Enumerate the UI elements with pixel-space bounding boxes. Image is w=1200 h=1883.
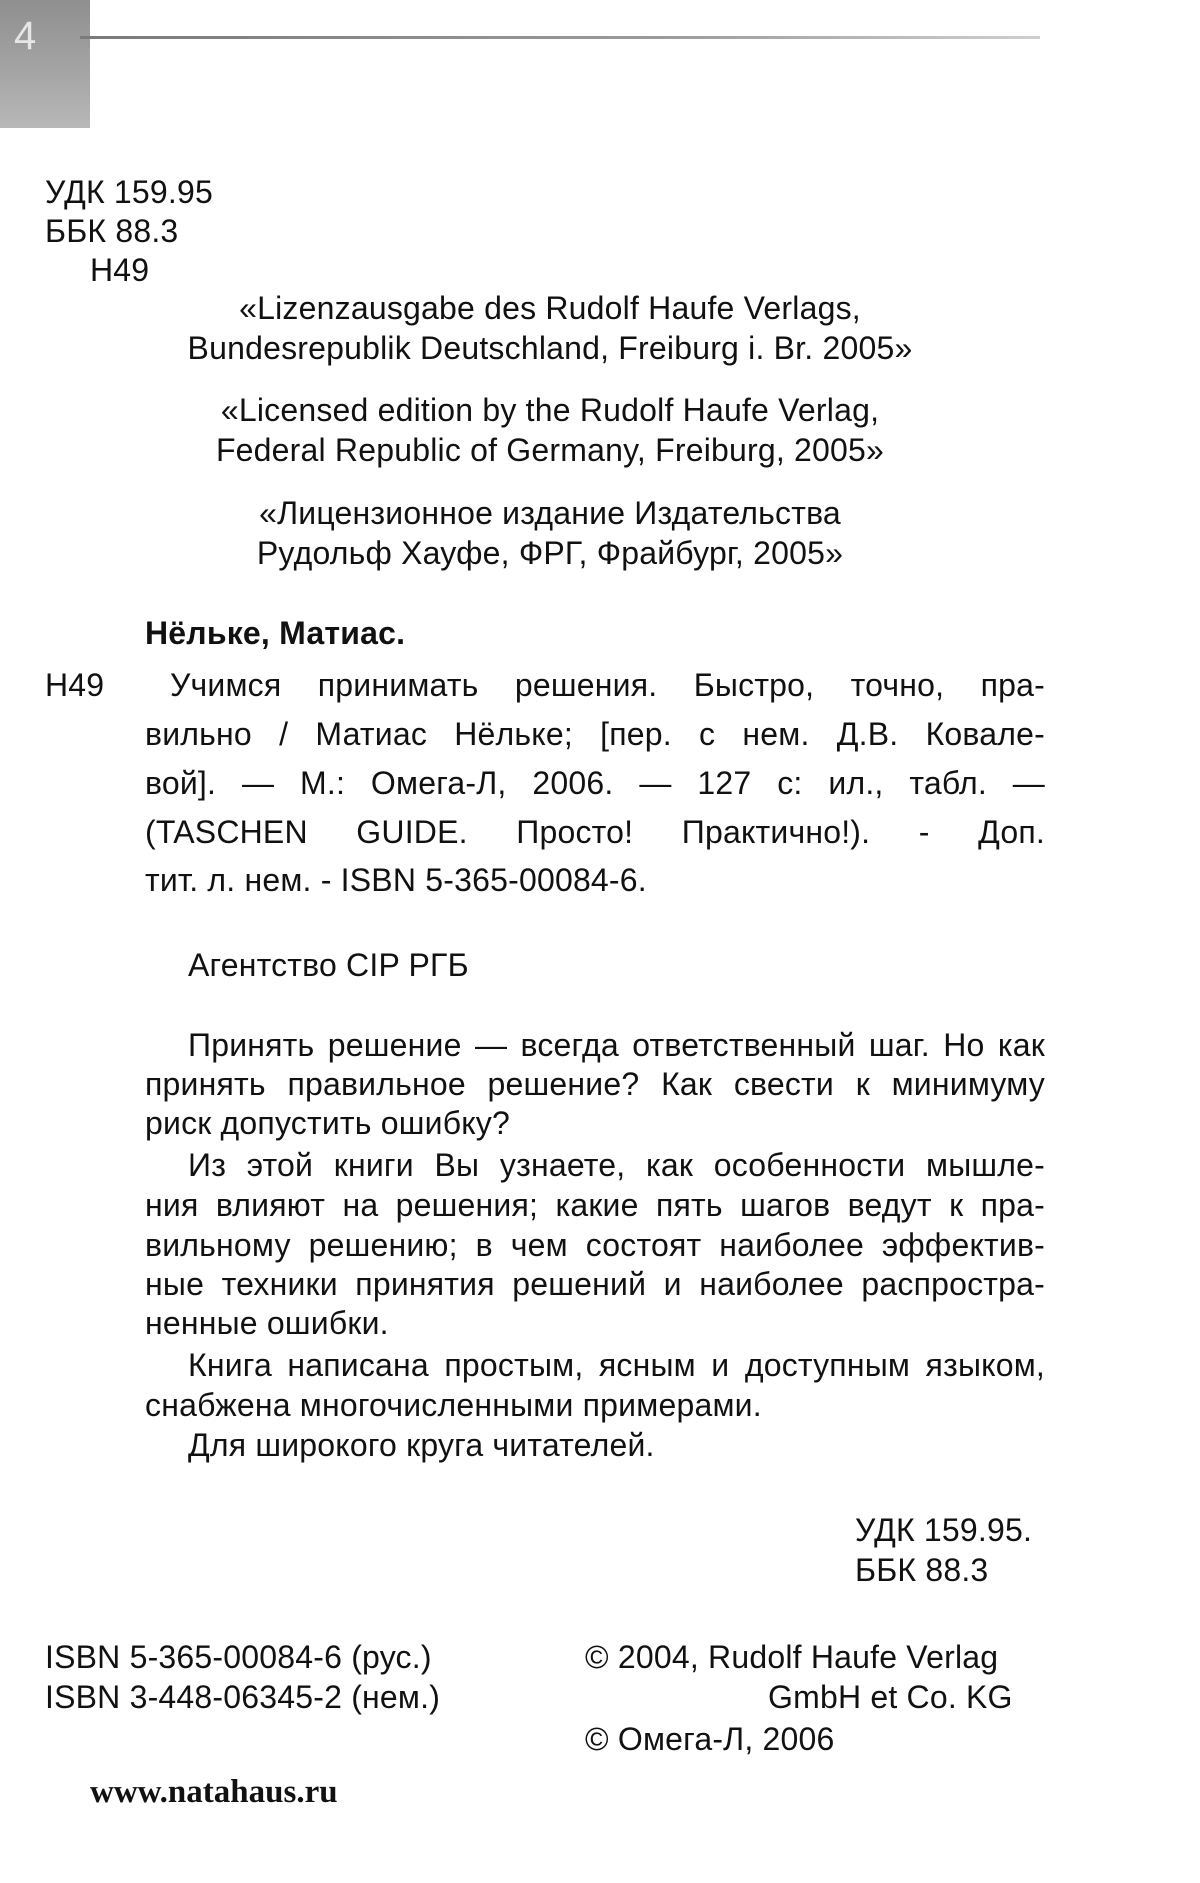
bbk-bottom: ББК 88.3 [855, 1552, 989, 1588]
bbk-top: ББК 88.3 [45, 213, 179, 249]
annotation-line: снабжена многочисленными примерами. [145, 1387, 762, 1423]
license-russian-line-1: «Лицензионное издание Издательства [259, 495, 841, 531]
license-english-line-1: «Licensed edition by the Rudolf Haufe Verlag, [220, 392, 880, 428]
annotation-line: риск допустить ошибку? [145, 1105, 510, 1141]
annotation-line: ные техники принятия решений и наиболее распростра- [145, 1266, 1045, 1302]
annotation-line: Для широкого круга читателей. [188, 1427, 655, 1463]
catalog-description-line: вильно / Матиас Нёльке; [пер. с нем. Д.В. Ковале- [145, 716, 1045, 752]
license-german-line-1: «Lizenzausgabe des Rudolf Haufe Verlags, [239, 290, 861, 326]
copyright-haufe: © 2004, Rudolf Haufe Verlag [585, 1639, 999, 1675]
catalog-description-line: вой]. — М.: Омега-Л, 2006. — 127 с: ил., табл. — [145, 765, 1045, 801]
website-url: www.natahaus.ru [90, 1774, 338, 1810]
page-number: 4 [14, 14, 37, 58]
catalog-description-line: тит. л. нем. - ISBN 5-365-00084-6. [145, 862, 647, 898]
udk-bottom: УДК 159.95. [855, 1512, 1033, 1548]
catalog-description-line: Учимся принимать решения. Быстро, точно, пра- [170, 667, 1045, 703]
annotation-line: ненные ошибки. [145, 1305, 389, 1341]
license-german-line-2: Bundesrepublik Deutschland, Freiburg i. Br. 2005» [187, 330, 913, 366]
catalog-author: Нёльке, Матиас. [145, 615, 406, 651]
header-rule [80, 36, 1040, 39]
catalog-description-line: (TASCHEN GUIDE. Просто! Практично!). - Доп. [145, 814, 1045, 850]
page-number-tab [0, 0, 90, 128]
annotation-line: Книга написана простым, ясным и доступным языком, [188, 1347, 1045, 1383]
annotation-line: принять правильное решение? Как свести к минимуму [145, 1066, 1045, 1102]
annotation-line: Из этой книги Вы узнаете, как особенности мышле- [188, 1147, 1045, 1183]
isbn-russian: ISBN 5-365-00084-6 (рус.) [45, 1639, 432, 1675]
annotation-line: вильному решению; в чем состоят наиболее эффектив- [145, 1227, 1045, 1263]
license-english-line-2: Federal Republic of Germany, Freiburg, 2005» [215, 432, 885, 468]
copyright-haufe-company: GmbH et Co. KG [768, 1679, 1013, 1715]
isbn-german: ISBN 3-448-06345-2 (нем.) [45, 1679, 441, 1715]
license-russian-line-2: Рудольф Хауфе, ФРГ, Фрайбург, 2005» [256, 535, 844, 571]
annotation-line: Принять решение — всегда ответственный шаг. Но как [188, 1027, 1045, 1063]
author-mark-top: Н49 [90, 252, 150, 288]
udk-top: УДК 159.95 [45, 174, 213, 210]
annotation-line: ния влияют на решения; какие пять шагов ведут к пра- [145, 1187, 1045, 1223]
copyright-omega: © Омега-Л, 2006 [585, 1721, 835, 1757]
cip-agency: Агентство CIP РГБ [188, 947, 469, 983]
catalog-mark: Н49 [45, 667, 105, 703]
